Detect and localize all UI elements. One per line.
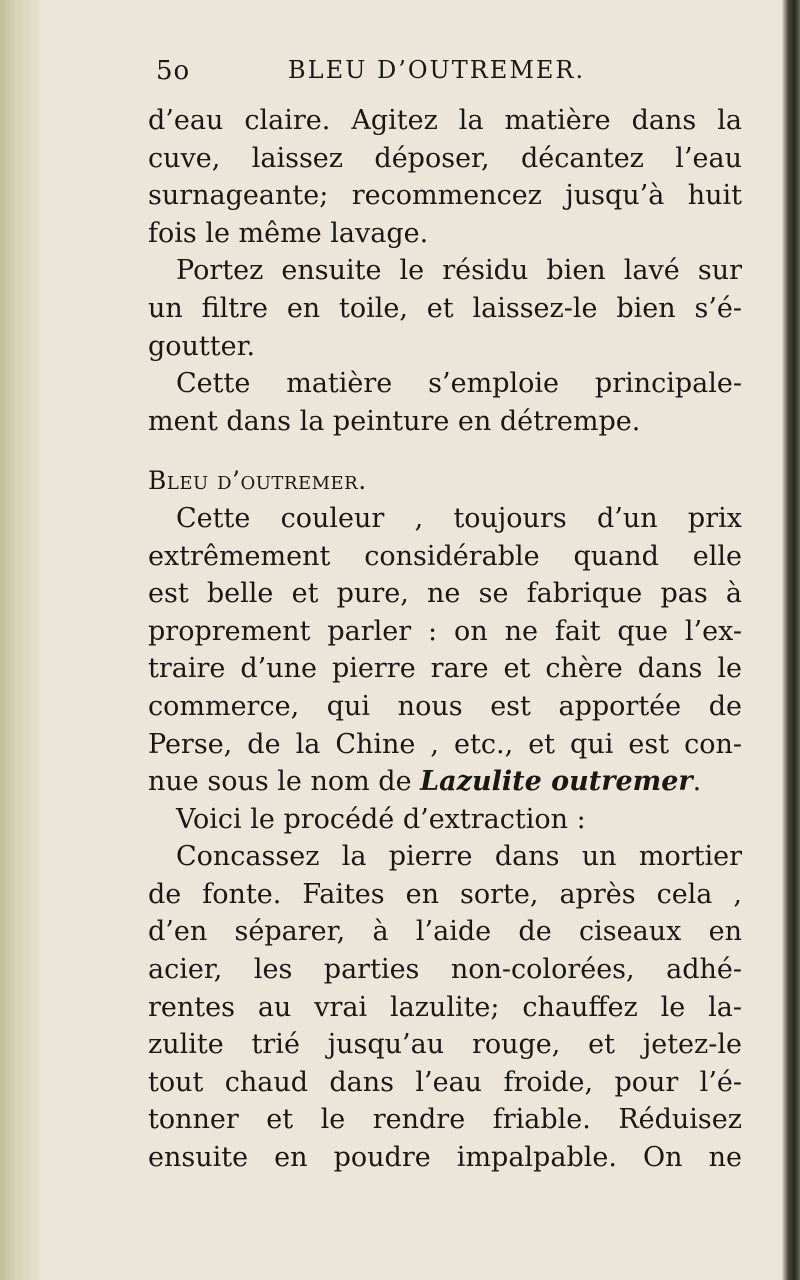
book-edge-shadow	[782, 0, 800, 1280]
paragraph-6	[148, 838, 742, 1176]
text-fragment: .	[692, 766, 702, 798]
text-line: Perse, de la Chine , etc., et qui est con-	[148, 728, 742, 760]
running-head	[148, 56, 742, 102]
book-gutter-shadow	[0, 0, 40, 1280]
text-line: est belle et pure, ne se fabrique pas à	[148, 578, 742, 610]
running-head-title: BLEU D’OUTREMER.	[288, 56, 586, 84]
text-line: cuve, laissez déposer, décantez l’eau	[148, 142, 742, 174]
text-line: tout chaud dans l’eau froide, pour l’é-	[148, 1066, 742, 1098]
paragraph-3	[148, 365, 742, 440]
text-line: Portez ensuite le résidu bien lavé sur	[176, 255, 742, 287]
text-line: d’en séparer, à l’aide de ciseaux en	[148, 916, 742, 948]
text-line: tonner et le rendre friable. Réduisez	[148, 1104, 742, 1136]
text-line: d’eau claire. Agitez la matière dans la	[148, 105, 742, 136]
text-line: ensuite en poudre impalpable. On ne	[148, 1142, 742, 1174]
text-line: proprement parler : on ne fait que l’ex-	[148, 615, 742, 647]
section-gap	[148, 440, 742, 462]
text-line: un filtre en toile, et laissez-le bien s’é-	[148, 292, 742, 324]
page-content	[148, 56, 742, 1177]
text-fragment: nue sous le nom de	[148, 766, 421, 798]
paragraph-1	[148, 102, 742, 252]
text-line: traire d’une pierre rare et chère dans le	[148, 653, 742, 685]
text-line: goutter.	[148, 330, 256, 362]
text-line: rentes au vrai lazulite; chauffez le la-	[148, 991, 742, 1023]
italic-term: Lazulite outremer	[420, 766, 693, 798]
text-line: fois le même lavage.	[148, 217, 429, 249]
text-line: extrêmement considérable quand elle	[148, 540, 742, 572]
text-line: zulite trié jusqu’au rouge, et jetez-le	[148, 1029, 742, 1061]
section-heading: Bleu d’outremer.	[148, 466, 367, 496]
text-line: surnageante; recommencez jusqu’à huit	[148, 180, 742, 212]
text-line: Voici le procédé d’extraction :	[176, 803, 586, 835]
page-number: 5o	[156, 56, 191, 86]
text-line: commerce, qui nous est apportée de	[148, 690, 742, 722]
text-line: Cette couleur , toujours d’un prix	[176, 502, 742, 534]
paragraph-4	[148, 500, 742, 801]
text-line: ment dans la peinture en détrempe.	[148, 405, 641, 437]
text-line	[148, 763, 742, 801]
text-line: Concassez la pierre dans un mortier	[176, 841, 742, 873]
paragraph-5	[148, 801, 742, 839]
text-line: acier, les parties non-colorées, adhé-	[148, 954, 742, 986]
text-line: Cette matière s’emploie principale-	[176, 368, 742, 400]
paragraph-2	[148, 252, 742, 365]
text-line: de fonte. Faites en sorte, après cela ,	[148, 878, 742, 910]
